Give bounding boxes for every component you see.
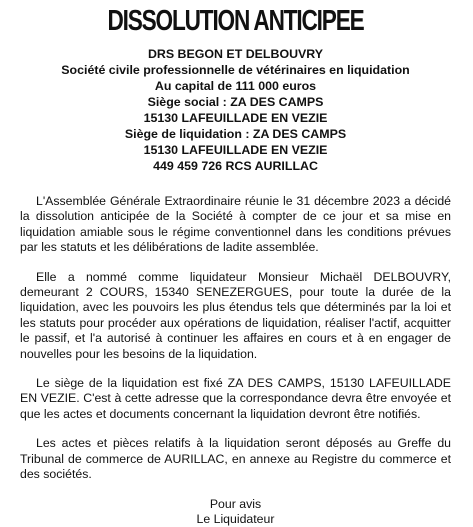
registered-office: Siège social : ZA DES CAMPS — [20, 94, 451, 110]
company-form: Société civile professionnelle de vétérinaires en liquidation — [20, 62, 451, 78]
legal-notice — [0, 4, 473, 517]
liquidation-office: Siège de liquidation : ZA DES CAMPS — [20, 126, 451, 142]
notice-title: DISSOLUTION ANTICIPEE — [67, 4, 403, 38]
liquidation-office-city: 15130 LAFEUILLADE EN VEZIE — [20, 142, 451, 158]
notice-body — [20, 194, 451, 483]
paragraph-filing: Les actes et pièces relatifs à la liquidation seront déposés au Greffe du Tribunal de commerce de AURILLAC, en annexe au Registre du commerce et des sociétés. — [20, 436, 451, 482]
company-header — [20, 46, 451, 174]
company-capital: Au capital de 111 000 euros — [20, 78, 451, 94]
registered-office-city: 15130 LAFEUILLADE EN VEZIE — [20, 110, 451, 126]
paragraph-liquidation-seat: Le siège de la liquidation est fixé ZA DES CAMPS, 15130 LAFEUILLADE EN VEZIE. C'est à cette adresse que la correspondance devra être envoyée et que les actes et documents concernant la liquidation devront être notifiés. — [20, 376, 451, 422]
paragraph-dissolution: L'Assemblée Générale Extraordinaire réunie le 31 décembre 2023 a décidé la dissolution anticipée de la Société à compter de ce jour et sa mise en liquidation amiable sous le régime conventionnel dans les conditions prévues par les statuts et les délibérations de ladite assemblée. — [20, 194, 451, 256]
company-name: DRS BEGON ET DELBOUVRY — [20, 46, 451, 62]
paragraph-liquidator: Elle a nommé comme liquidateur Monsieur Michaël DELBOUVRY, demeurant 2 COURS, 15340 SENEZERGUES, pour toute la durée de la liquidation, avec les pouvoirs les plus étendus tels que déterminés par la loi et les statuts pour procéder aux opérations de liquidation, réaliser l'actif, acquitter le passif, et l'a autorisé à continuer les affaires en cours et à en engager de nouvelles pour les besoins de la liquidation. — [20, 270, 451, 362]
signoff-pour-avis: Pour avis — [20, 497, 451, 512]
signoff — [20, 497, 451, 527]
signoff-liquidator: Le Liquidateur — [20, 512, 451, 527]
rcs-number: 449 459 726 RCS AURILLAC — [20, 158, 451, 174]
